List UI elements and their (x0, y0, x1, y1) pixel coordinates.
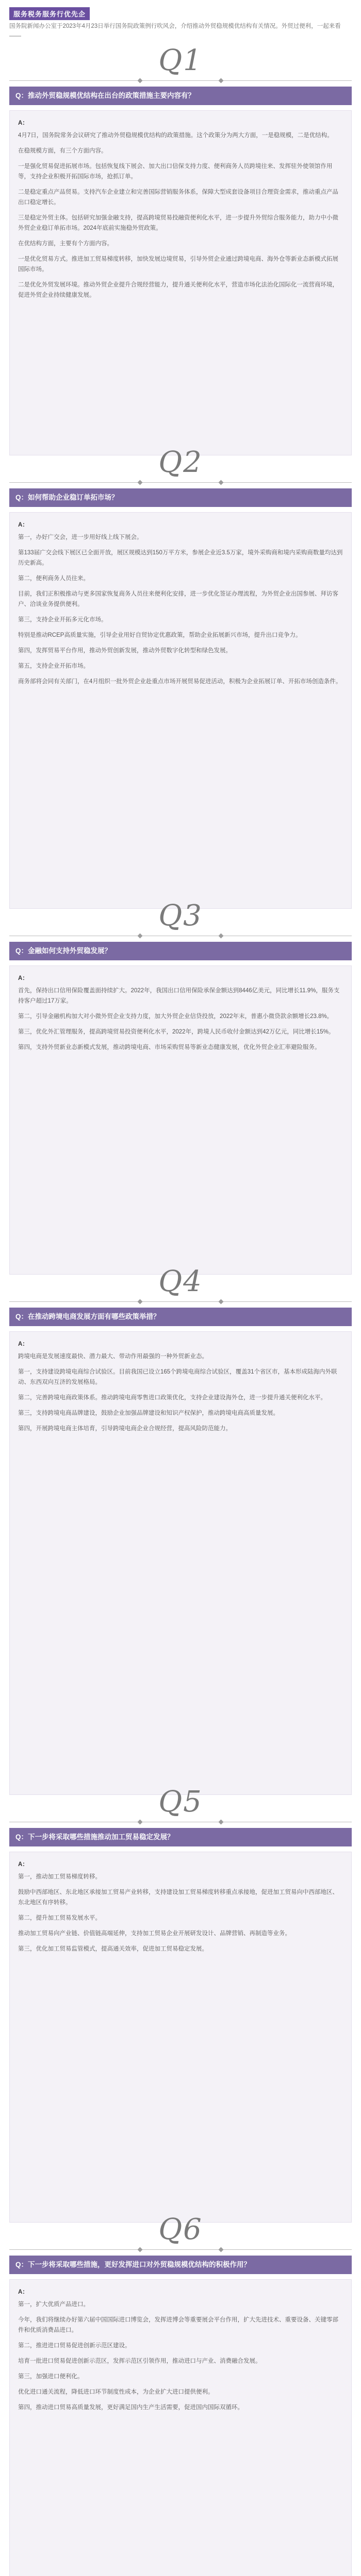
answer-paragraph: 第三，支持企业开拓多元化市场。 (18, 617, 107, 623)
answer-paragraph: 特别是推动RCEP高质量实施，引导企业用好自贸协定优惠政策，帮助企业拓展新兴市场，提升出口竞争力。 (18, 632, 302, 638)
answer-box (9, 512, 352, 909)
question-bar: Q：下一步将采取哪些措施推动加工贸易稳定发展？ (9, 1828, 352, 1846)
answer-label: A： (18, 1341, 28, 1347)
section-divider (9, 2249, 352, 2250)
qa-section (9, 1785, 352, 2236)
answer-paragraph: 第五，支持企业开拓市场。 (18, 663, 89, 669)
answer-paragraph: 第四，发挥贸易平台作用，推动外贸创新发展，推动外贸数字化转型和绿色发展。 (18, 648, 232, 654)
answer-paragraph: 二是优化外贸发展环境。推动外贸企业提升合规经营能力，提升通关便利化水平，营造市场化法治化国际化一流营商环境，促进外贸企业持续健康发展。 (18, 282, 338, 298)
qa-section (9, 46, 352, 469)
answer-paragraph: 第二，引导金融机构加大对小微外贸企业支持力度，加大外贸企业信贷投放，2022年末，普惠小微贷款余额增长23.8%。 (18, 1013, 333, 1020)
answer-paragraph: 4月7日，国务院常务会议研究了推动外贸稳规模优结构的政策措施。这个政策分为两大方面，一是稳规模，二是优结构。 (18, 132, 333, 139)
answer-paragraph: 三是稳定外贸主体。包括研究加强金融支持，提高跨境贸易投融资便利化水平，进一步提升外贸综合服务能力，助力中小微外贸企业稳订单拓市场。2024年底前实施稳外贸政策。 (18, 215, 338, 231)
answer-label: A： (18, 975, 28, 981)
answer-box (9, 2279, 352, 2576)
section-number: Q1 (158, 44, 203, 77)
answer-paragraph: 第一，推动加工贸易梯度转移。 (18, 1874, 101, 1880)
answer-paragraph: 第三，优化外汇管理服务，提高跨境贸易投资便利化水平，2022年，跨境人民币收付金额达到42万亿元，同比增长15%。 (18, 1029, 335, 1035)
answer-paragraph: 优化进口通关流程，降低进口环节制度性成本，为企业扩大进口提供便利。 (18, 2389, 214, 2395)
answer-paragraph: 目前，我们正积极推动与更多国家恢复商务人员往来便利化安排，进一步优化签证办理流程，为外贸企业出国参展、拜访客户、洽谈业务提供便利。 (18, 591, 338, 607)
question-bar: Q：如何帮助企业稳订单拓市场？ (9, 488, 352, 507)
answer-paragraph: 第四，支持外贸新业态新模式发展，推动跨境电商、市场采购贸易等新业态健康发展，优化外贸企业汇率避险服务。 (18, 1044, 321, 1050)
answer-paragraph: 第三，支持跨境电商品牌建设，鼓励企业加强品牌建设和知识产权保护，推动跨境电商高质量发展。 (18, 1410, 279, 1416)
answer-paragraph: 在优结构方面，主要有个方面内容。 (18, 241, 113, 247)
answer-paragraph: 跨境电商是发展速度最快、潜力最大、带动作用最强的一种外贸新业态。 (18, 1353, 208, 1360)
answer-paragraph: 二是稳定重点产品贸易。支持汽车企业建立和完善国际营销服务体系，保障大型成套设备项目合理资金需求，推动重点产品出口稳定增长。 (18, 189, 338, 206)
top-tag: 服务税务服务行优先企 (9, 7, 90, 20)
qa-section (9, 1267, 352, 1808)
answer-paragraph: 培育一批进口贸易促进创新示范区，发挥示范区引领作用，推动进口与产业、消费融合发展。 (18, 2358, 261, 2364)
answer-paragraph: 商务部将会同有关部门，在4月组织一批外贸企业赴重点市场开展贸易促进活动，积极为企业拓展订单、开拓市场创造条件。 (18, 679, 342, 685)
answer-paragraph: 第一，支持建设跨境电商综合试验区。目前我国已设立165个跨境电商综合试验区，覆盖31个省区市，基本形成陆海内外联动、东西双向互济的发展格局。 (18, 1369, 337, 1385)
qa-section (9, 2215, 352, 2576)
answer-box (9, 110, 352, 455)
answer-paragraph: 在稳规模方面，有三个方面内容。 (18, 148, 107, 154)
section-divider (9, 80, 352, 81)
answer-paragraph: 第二，推进进口贸易促进创新示范区建设。 (18, 2343, 131, 2349)
section-number: Q4 (158, 1265, 203, 1298)
answer-paragraph: 第一，办好广交会，进一步用好线上线下展会。 (18, 534, 143, 540)
answer-paragraph: 鼓励中西部地区、东北地区承接加工贸易产业转移，支持建设加工贸易梯度转移重点承接地，促进加工贸易向中西部地区、东北地区有序转移。 (18, 1889, 338, 1906)
section-number: Q3 (158, 899, 203, 933)
answer-box (9, 965, 352, 1275)
answer-paragraph: 第二，便利商务人员往来。 (18, 575, 89, 582)
answer-paragraph: 今年，我们将继续办好第六届中国国际进口博览会，发挥进博会等重要展会平台作用，扩大先进技术、重要设备、关键零部件和优质消费品进口。 (18, 2317, 338, 2333)
section-number: Q6 (158, 2213, 203, 2246)
answer-paragraph: 第四，开展跨境电商主体培育，引导跨境电商企业合规经营，提高风险防范能力。 (18, 1426, 232, 1432)
answer-label: A： (18, 120, 28, 126)
section-divider (9, 482, 352, 483)
question-bar: Q：金融如何支持外贸稳发展？ (9, 942, 352, 960)
section-number: Q2 (158, 446, 203, 479)
section-number: Q5 (158, 1785, 203, 1819)
answer-paragraph: 第133届广交会线下展区已全面开放，展区规模达到150万平方米，参展企业近3.5万家，境外采购商和境内采购商数量均达到历史新高。 (18, 550, 343, 566)
answer-box (9, 1331, 352, 1795)
answer-label: A： (18, 522, 28, 528)
answer-paragraph: 第四，推动进口贸易高质量发展，更好满足国内生产生活需要，促进国内国际双循环。 (18, 2404, 243, 2411)
question-bar: Q：下一步将采取哪些措施，更好发挥进口对外贸稳规模优结构的积极作用？ (9, 2256, 352, 2274)
question-bar: Q：推动外贸稳规模优结构在出台的政策措施主要内容有？ (9, 87, 352, 105)
answer-paragraph: 第一，扩大优质产品进口。 (18, 2301, 89, 2308)
answer-paragraph: 一是强化贸易促进拓展市场。包括恢复线下展会、加大出口信保支持力度、便利商务人员跨境往来、发挥驻外使领馆作用等，支持企业积极开拓国际市场，抢抓订单。 (18, 163, 333, 180)
section-divider (9, 1301, 352, 1302)
answer-paragraph: 第二，提升加工贸易发展水平。 (18, 1915, 101, 1921)
answer-box (9, 1852, 352, 2223)
answer-paragraph: 第三，加强进口便利化。 (18, 2374, 84, 2380)
answer-paragraph: 第二，完善跨境电商政策体系。推动跨境电商零售进口政策优化，支持企业建设海外仓，进一步提升通关便利化水平。 (18, 1395, 326, 1401)
answer-label: A： (18, 1861, 28, 1868)
answer-paragraph: 推动加工贸易向产业链、价值链高端延伸，支持加工贸易企业开展研发设计、品牌营销、再制造等业务。 (18, 1930, 291, 1937)
question-bar: Q：在推动跨境电商发展方面有哪些政策举措？ (9, 1308, 352, 1326)
answer-label: A： (18, 2289, 28, 2295)
answer-paragraph: 首先，保持出口信用保险覆盖面持续扩大。2022年，我国出口信用保险承保金额达到8446亿美元，同比增长11.9%，服务支持客户超过17万家。 (18, 988, 340, 1004)
qa-section (9, 448, 352, 922)
answer-paragraph: 一是优化贸易方式。推进加工贸易梯度转移，加快发展边境贸易，引导外贸企业通过跨境电商、海外仓等新业态新模式拓展国际市场。 (18, 256, 338, 273)
qa-section (9, 899, 352, 1288)
intro-text: 国务院新闻办公室于2023年4月23日举行国务院政策例行吹风会，介绍推动外贸稳规模优结构有关情况。外贸过便利，一起来看—— (9, 23, 341, 39)
answer-paragraph: 第三，优化加工贸易监管模式，提高通关效率，促进加工贸易稳定发展。 (18, 1946, 208, 1952)
